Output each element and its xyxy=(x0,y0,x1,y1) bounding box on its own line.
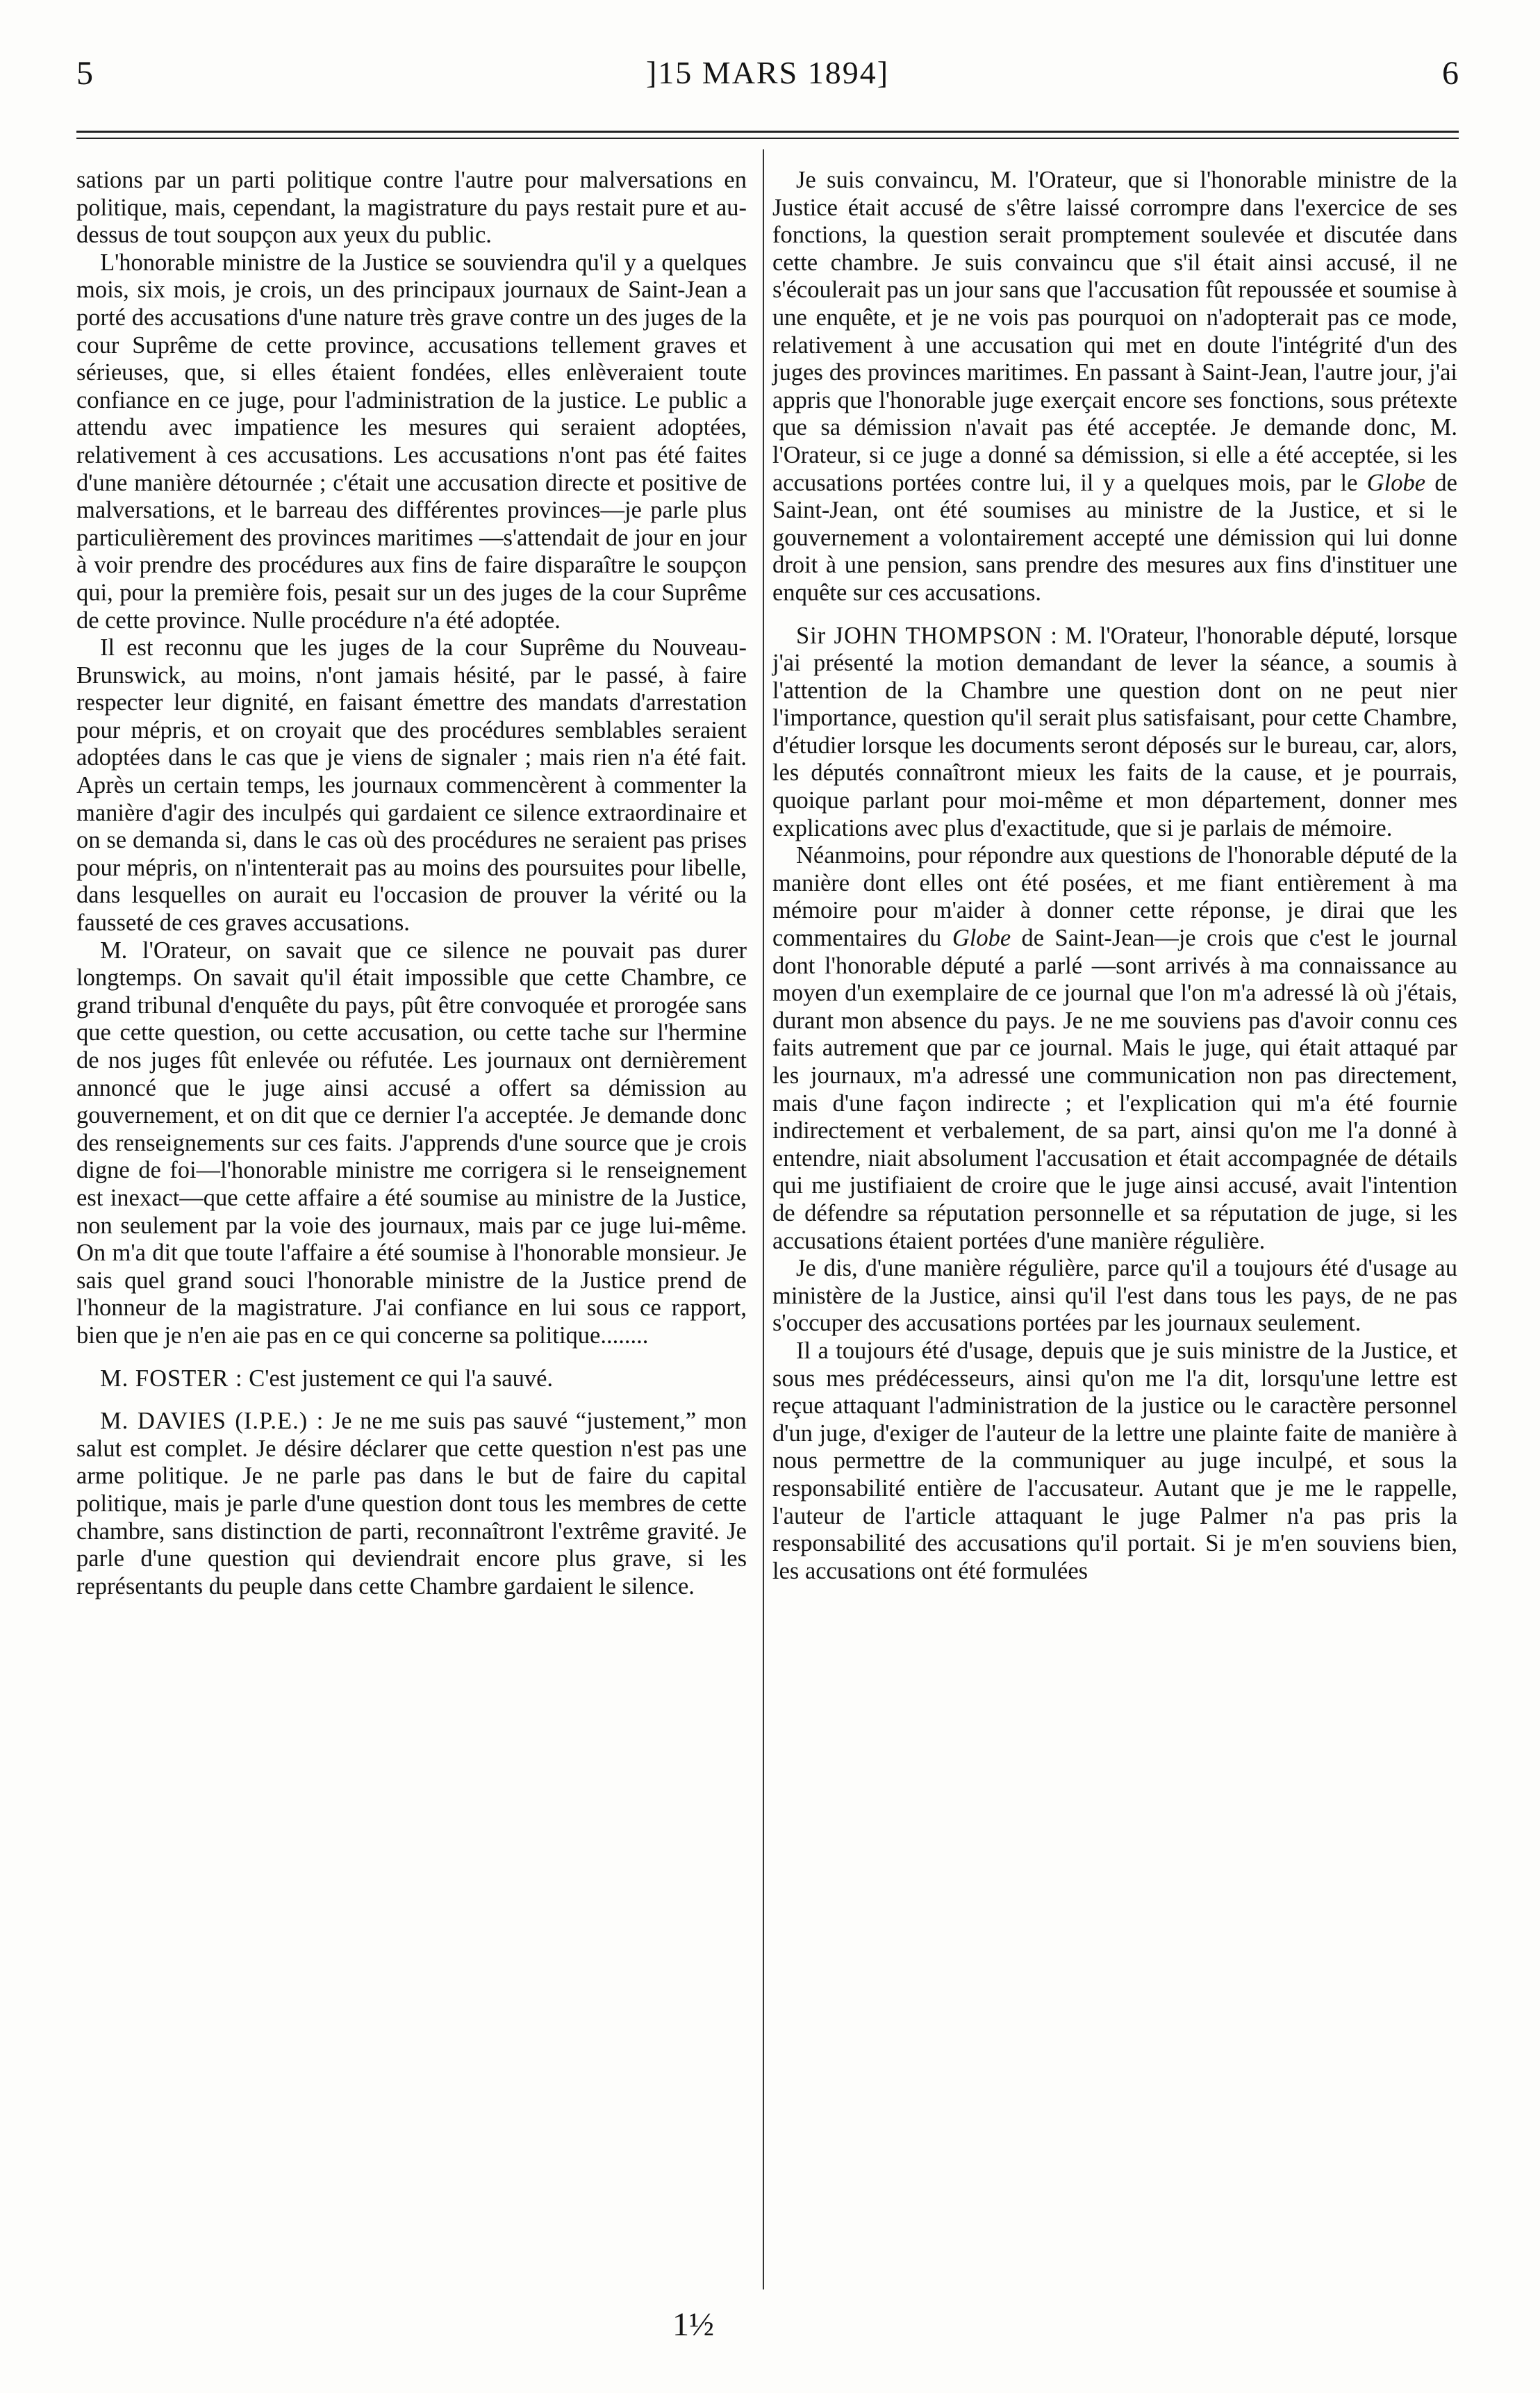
speaker-name: M. FOSTER : xyxy=(100,1365,243,1392)
paragraph xyxy=(772,167,1457,607)
paragraph: Il est reconnu que les juges de la cour Suprême du Nouveau-Brunswick, au moins, n'ont jamais hésité, par le passé, à faire respecter leur dignité, en faisant émettre des mandats d'arrestation pour mépris, et on croyait que des procédures semblables seraient adoptées dans le cas que je viens de signaler ; mais rien n'a été fait. Après un certain temps, les journaux commencèrent à commenter la manière d'agir des inculpés qui gardaient ce silence extraordinaire et on se demanda si, dans le cas où des procédures ne seraient pas prises pour mépris, on n'intenterait pas au moins des poursuites pour libelle, dans lesquelles on aurait eu l'occasion de prouver la vérité ou la fausseté de ces graves accusations. xyxy=(76,634,747,937)
text-run: Je suis convaincu, M. l'Orateur, que si l'honorable ministre de la Justice était accusé de s'être laissé corrompre dans l'exercice de ses fonctions, la question serait promptement soulevée et discutée dans cette chambre. Je suis convaincu que s'il était ainsi accusé, il ne s'écoulerait pas un jour sans que l'accusation fût repoussée et soumise à une enquête, et je ne vois pas pourquoi on n'adopterait pas ce mode, relativement à une accusation qui met en doute l'intégrité d'un des juges des provinces maritimes. En passant à Saint-Jean, l'autre jour, j'ai appris que l'honorable juge exerçait encore ses fonctions, sous prétexte que sa démission n'avait pas été acceptée. Je demande donc, M. l'Orateur, si ce juge a donné sa démission, si elle a été acceptée, si les accusations portées contre lui, il y a quelques mois, par le xyxy=(772,167,1457,496)
header-date: ]15 MARS 1894] xyxy=(645,55,890,90)
header-rule-top xyxy=(76,131,1459,133)
header-rule-bottom xyxy=(76,138,1459,139)
paragraph xyxy=(772,842,1457,1255)
column-divider xyxy=(763,149,764,2289)
text-run: de Saint-Jean—je crois que c'est le journal dont l'honorable député a parlé —sont arrivés à ma connaissance au moyen d'un exemplaire de ce journal que l'on m'a adressé là où j'étais, durant mon absence du pays. Je ne me souviens pas d'avoir connu ces faits autrement que par ce journal. Mais le juge, qui était attaqué par les journaux, m'a adressé une communication non pas directement, mais d'une façon indirecte ; et l'explication qui m'a été fournie indirectement et verbalement, de sa part, ainsi qu'on me l'a donné à entendre, niait absolument l'accusation et était accompagnée de détails qui me justifiaient de croire que le juge ainsi accusé, avait l'intention de défendre sa réputation personnelle et sa réputation de juge, si les accusations étaient portées d'une manière régulière. xyxy=(772,925,1457,1254)
speaker-name: M. DAVIES (I.P.E.) : xyxy=(100,1408,324,1435)
speech-text: M. l'Orateur, l'honorable député, lorsque j'ai présenté la motion demandant de lever la séance, a soumis à l'attention de la Chambre une question dont on ne peut nier l'importance, question qu'il serait plus satisfaisant, pour cette Chambre, d'étudier lorsque les documents seront déposés sur le bureau, car, alors, les députés connaîtront mieux les faits de la cause, et je pourrais, quoique parlant pour moi-même et mon département, donner mes explications avec plus d'exactitude, que si je parlais de mémoire. xyxy=(772,622,1457,841)
speech-davies xyxy=(76,1408,747,1600)
speaker-name: Sir JOHN THOMPSON : xyxy=(796,622,1059,649)
paragraph: Il a toujours été d'usage, depuis que je suis ministre de la Justice, et sous mes prédécesseurs, ainsi qu'on me l'a dit, lorsqu'une lettre est reçue attaquant l'administration de la justice ou le caractère personnel d'un juge, d'exiger de l'auteur de la lettre une plainte faite de manière à nous permettre de la communiquer au juge inculpé, et sous la responsabilité entière de l'accusateur. Autant que je me le rappelle, l'auteur de l'article attaquant le juge Palmer n'a pas pris la responsabilité des accusations qu'il portait. Si je m'en souviens bien, les accusations ont été formulées xyxy=(772,1337,1457,1584)
speech-text: C'est justement ce qui l'a sauvé. xyxy=(249,1365,554,1392)
page-number-right: 6 xyxy=(1442,55,1459,92)
page-number-left: 5 xyxy=(76,55,93,92)
newspaper-title: Globe xyxy=(952,925,1011,952)
signature-mark: 1½ xyxy=(672,2306,714,2343)
newspaper-title: Globe xyxy=(1366,469,1426,496)
speech-text: Je ne me suis pas sauvé “justement,” mon salut est complet. Je désire déclarer que cette question n'est pas une arme politique. Je ne parle pas dans le but de faire du capital politique, mais je parle d'une question dont tous les membres de cette chambre, sans distinction de parti, reconnaîtront l'extrême gravité. Je parle d'une question qui deviendrait encore plus grave, si les représentants du peuple dans cette Chambre gardaient le silence. xyxy=(76,1408,747,1600)
page-header xyxy=(76,54,1459,96)
right-column xyxy=(772,167,1457,1585)
text-run: de Saint-Jean, ont été soumises au ministre de la Justice, et si le gouvernement a volontairement accepté une démission qui lui donne droit à une pension, sans prendre des mesures aux fins d'instituer une enquête sur ces accusations. xyxy=(772,469,1457,606)
paragraph: L'honorable ministre de la Justice se souviendra qu'il y a quelques mois, six mois, je crois, un des principaux journaux de Saint-Jean a porté des accusations d'une nature très grave contre un des juges de la cour Suprême de cette province, accusations tellement graves et sérieuses, que, si elles étaient fondées, elles enlèveraient toute confiance en ce juge, pour l'administration de la justice. Le public a attendu avec impatience les mesures qui seraient adoptées, relativement à ces accusations. Les accusations n'ont pas été faites d'une manière détournée ; c'était une accusation directe et positive de malversations, et le barreau des différentes provinces—je parle plus particulièrement des provinces maritimes —s'attendait de jour en jour à voir prendre des procédures aux fins de faire disparaître le soupçon qui, pour la première fois, pesait sur un des juges de la cour Suprême de cette province. Nulle procédure n'a été adoptée. xyxy=(76,249,747,634)
left-column xyxy=(76,167,747,1600)
speech-thompson xyxy=(772,623,1457,843)
paragraph: M. l'Orateur, on savait que ce silence ne pouvait pas durer longtemps. On savait qu'il était impossible que cette Chambre, ce grand tribunal d'enquête du pays, pût être convoquée et prorogée sans que cette question, ou cette accusation, ou cette tache sur l'hermine de nos juges fût enlevée ou réfutée. Les journaux ont dernièrement annoncé que le juge ainsi accusé a offert sa démission au gouvernement, et on dit que ce dernier l'a acceptée. Je demande donc des renseignements sur ces faits. J'apprends d'une source que je crois digne de foi—l'honorable ministre me corrigera si le renseignement est inexact—que cette affaire a été soumise au ministre de la Justice, non seulement par la voie des journaux, mais par ce juge lui-même. On m'a dit que toute l'affaire a été soumise à l'honorable monsieur. Je sais quel grand souci l'honorable ministre de la Justice prend de l'honneur de la magistrature. J'ai confiance en lui sous ce rapport, bien que je n'en aie pas en ce qui concerne sa politique........ xyxy=(76,937,747,1349)
speech-foster xyxy=(76,1365,747,1393)
text-run: Néanmoins, pour répondre aux questions de l'honorable député de la manière dont elles ont été posées, et me fiant entièrement à ma mémoire pour m'aider à donner cette réponse, je dirai que les commentaires du xyxy=(772,842,1457,952)
paragraph: Je dis, d'une manière régulière, parce qu'il a toujours été d'usage au ministère de la Justice, ainsi qu'il l'est dans tous les pays, de ne pas s'occuper des accusations portées par les journaux seulement. xyxy=(772,1255,1457,1337)
paragraph: sations par un parti politique contre l'autre pour malversations en politique, mais, cependant, la magistrature du pays restait pure et au-dessus de tout soupçon aux yeux du public. xyxy=(76,167,747,249)
